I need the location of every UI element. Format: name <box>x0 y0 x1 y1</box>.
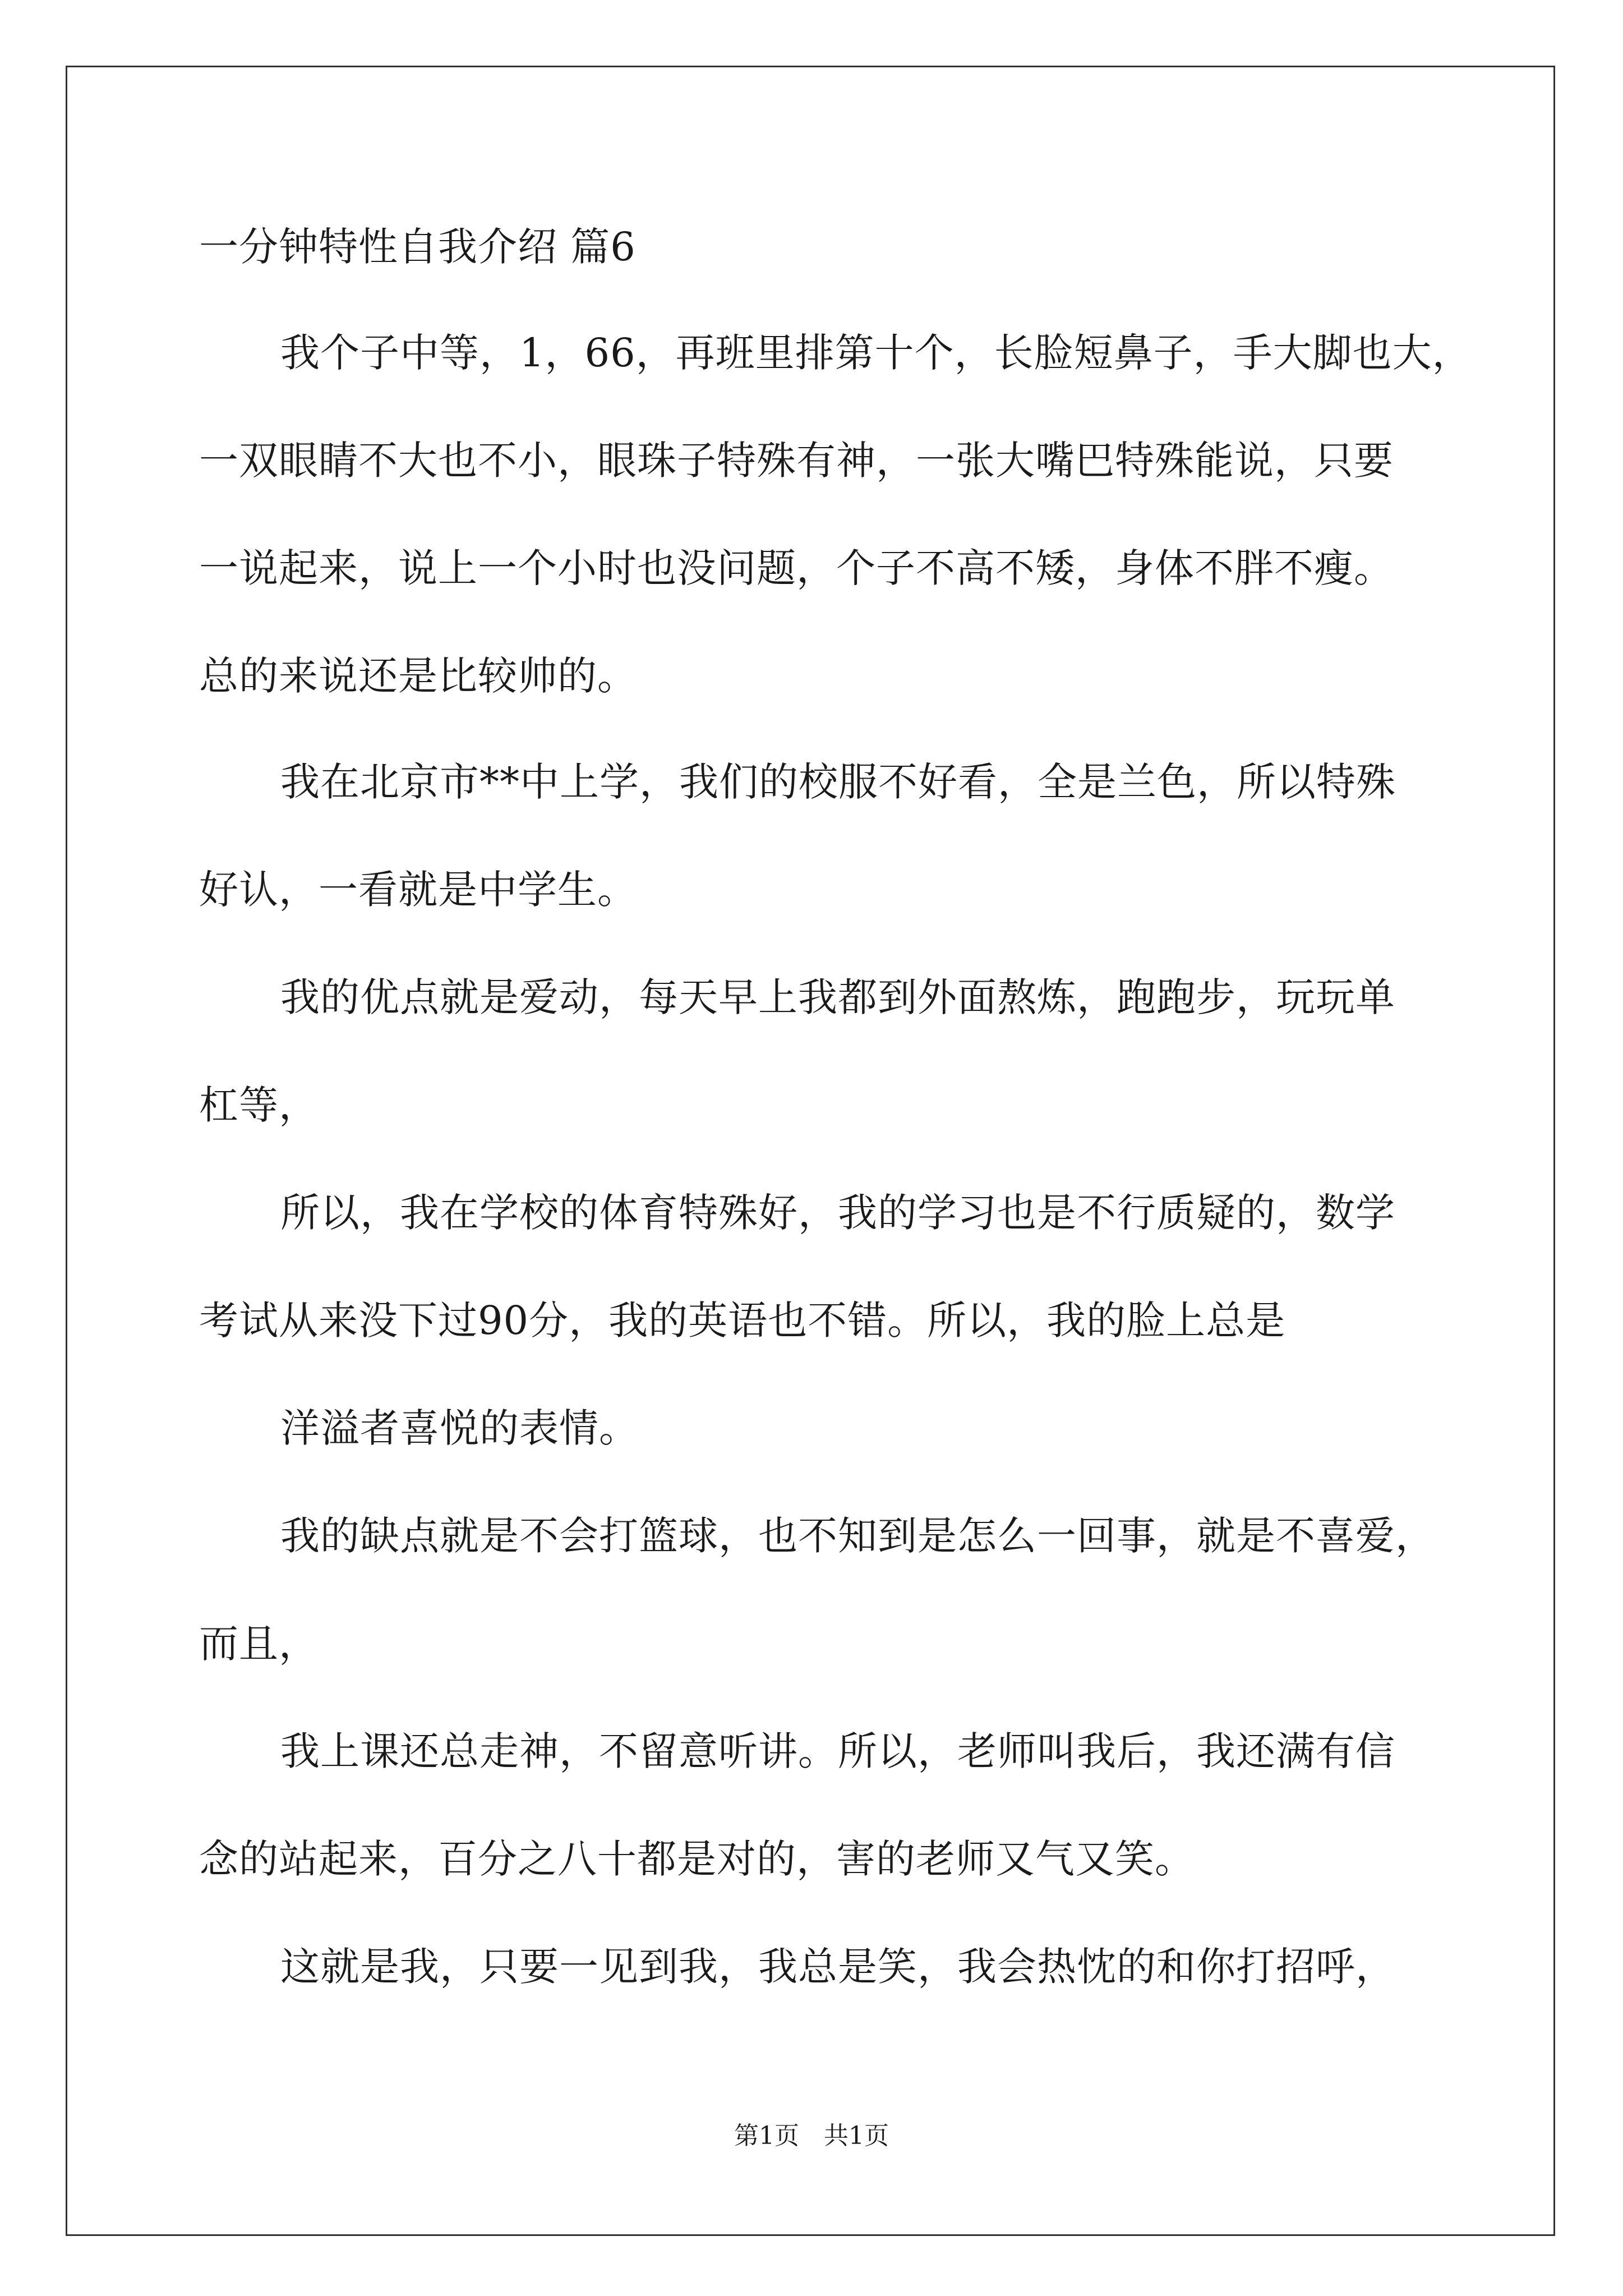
page-footer: 第1页 共1页 <box>734 2122 889 2150</box>
document-heading: 一分钟特性自我介绍 篇6 <box>199 224 636 270</box>
paragraph-line: 我个子中等，1，66，再班里排第十个，长脸短鼻子，手大脚也大， <box>280 330 1472 376</box>
paragraph-line: 一双眼睛不大也不小，眼珠子特殊有神，一张大嘴巴特殊能说，只要 <box>199 438 1394 484</box>
paragraph-line: 洋溢者喜悦的表情。 <box>280 1405 639 1451</box>
paragraph-line: 所以，我在学校的体育特殊好，我的学习也是不行质疑的，数学 <box>280 1190 1395 1236</box>
paragraph-line: 而且， <box>199 1621 319 1667</box>
paragraph-line: 我在北京市**中上学，我们的校服不好看，全是兰色，所以特殊 <box>280 759 1396 805</box>
paragraph-line: 这就是我，只要一见到我，我总是笑，我会热忱的和你打招呼， <box>280 1944 1395 1990</box>
paragraph-line: 念的站起来，百分之八十都是对的，害的老师又气又笑。 <box>199 1836 1195 1882</box>
paragraph-line: 我的缺点就是不会打篮球，也不知到是怎么一回事，就是不喜爱， <box>280 1513 1435 1559</box>
paragraph-line: 考试从来没下过90分，我的英语也不错。所以，我的脸上总是 <box>199 1297 1286 1343</box>
paragraph-line: 我的优点就是爱动，每天早上我都到外面熬炼，跑跑步，玩玩单 <box>280 974 1395 1020</box>
paragraph-line: 一说起来，说上一个小时也没问题，个子不高不矮，身体不胖不瘦。 <box>199 545 1394 591</box>
paragraph-line: 好认，一看就是中学生。 <box>199 867 637 913</box>
page-border <box>66 66 1555 2236</box>
paragraph-line: 杠等， <box>199 1082 319 1128</box>
paragraph-line: 总的来说还是比较帅的。 <box>199 653 637 699</box>
paragraph-line: 我上课还总走神，不留意听讲。所以，老师叫我后，我还满有信 <box>280 1728 1395 1774</box>
